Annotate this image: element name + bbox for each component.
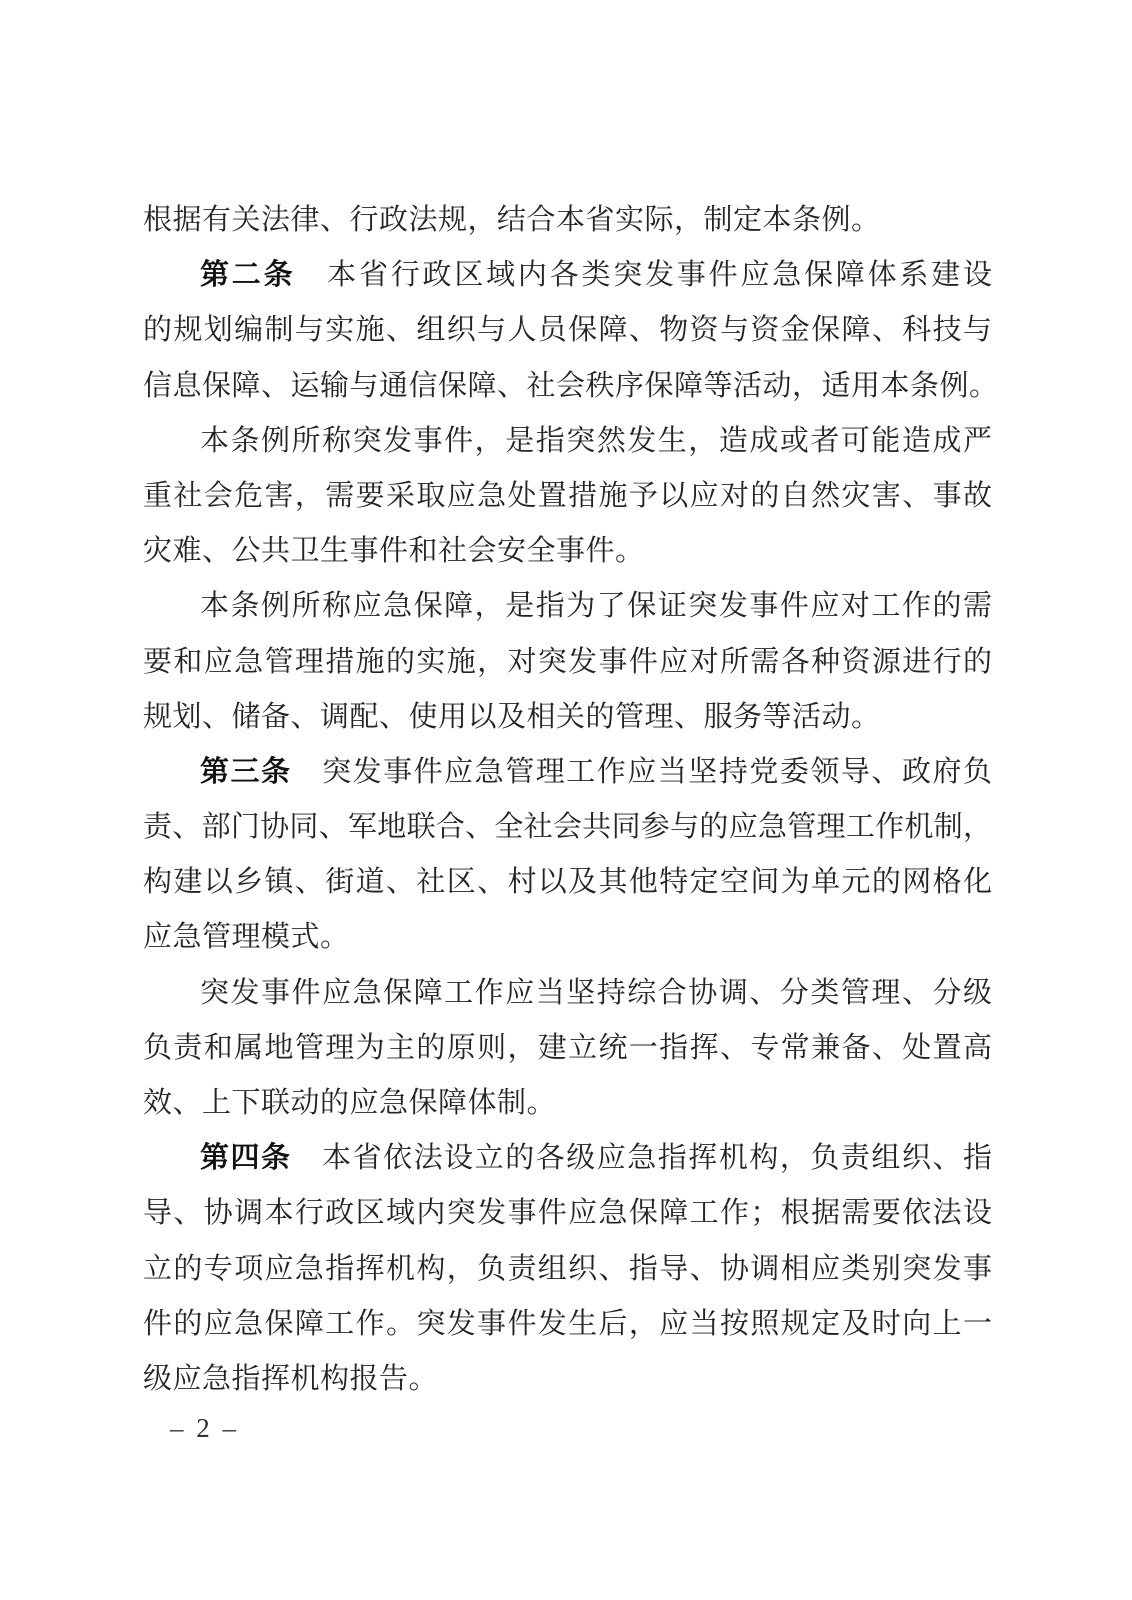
text-run: 灾难、公共卫生事件和社会安全事件。 [143, 535, 645, 568]
text-run: 突发事件应急保障工作应当坚持综合协调、分类管理、分级 [200, 976, 992, 1009]
text-run: 规划、储备、调配、使用以及相关的管理、服务等活动。 [143, 700, 881, 733]
page-number: – 2 – [170, 1413, 239, 1443]
text-run: 本条例所称突发事件，是指突然发生，造成或者可能造成严 [200, 424, 992, 457]
text-line [143, 248, 992, 303]
text-line [143, 1076, 992, 1131]
text-line [143, 193, 992, 248]
text-run: 本省行政区域内各类突发事件应急保障体系建设 [295, 259, 992, 292]
text-line [143, 414, 992, 469]
text-line [143, 359, 999, 414]
text-line [143, 469, 992, 524]
text-line [143, 855, 992, 910]
text-run: 效、上下联动的应急保障体制。 [143, 1087, 557, 1119]
text-line [143, 635, 992, 690]
article-number: 第四条 [200, 1142, 292, 1175]
document-body [143, 193, 999, 1407]
text-run: 级应急指挥机构报告。 [143, 1362, 439, 1395]
text-run: 导、协调本行政区域内突发事件应急保障工作；根据需要依法设 [143, 1197, 992, 1230]
text-run: 本省依法设立的各级应急指挥机构，负责组织、指 [291, 1142, 992, 1175]
text-line [143, 579, 992, 634]
text-run: 构建以乡镇、街道、社区、村以及其他特定空间为单元的网格化 [143, 866, 992, 899]
text-line [143, 1021, 992, 1076]
text-line [143, 966, 992, 1021]
text-line [143, 745, 992, 800]
text-run: 立的专项应急指挥机构，负责组织、指导、协调相应类别突发事 [143, 1252, 992, 1285]
text-run: 要和应急管理措施的实施，对突发事件应对所需各种资源进行的 [143, 645, 992, 678]
text-run: 的规划编制与实施、组织与人员保障、物资与资金保障、科技与 [143, 314, 992, 347]
article-number: 第二条 [200, 259, 296, 292]
text-run: 负责和属地管理为主的原则，建立统一指挥、专常兼备、处置高 [143, 1031, 992, 1064]
text-line [143, 800, 992, 855]
text-line [143, 910, 992, 965]
text-line [143, 1297, 992, 1352]
text-line [143, 690, 992, 745]
text-run: 突发事件应急管理工作应当坚持党委领导、政府负 [291, 755, 992, 788]
text-run: 本条例所称应急保障，是指为了保证突发事件应对工作的需 [200, 590, 992, 623]
text-line [143, 1242, 992, 1297]
text-run: 件的应急保障工作。突发事件发生后，应当按照规定及时向上一 [143, 1307, 992, 1340]
text-line [143, 1186, 992, 1241]
text-line [143, 303, 992, 358]
text-run: 重社会危害，需要采取应急处置措施予以应对的自然灾害、事故 [143, 479, 992, 512]
text-run: 应急管理模式。 [143, 921, 350, 954]
article-number: 第三条 [200, 755, 292, 788]
text-line [143, 524, 992, 579]
text-run: 信息保障、运输与通信保障、社会秩序保障等活动，适用本条例。 [143, 369, 999, 402]
text-line [143, 1131, 992, 1186]
text-run: 责、部门协同、军地联合、全社会共同参与的应急管理工作机制， [143, 811, 992, 844]
text-line [143, 1352, 992, 1407]
text-run: 根据有关法律、行政法规，结合本省实际，制定本条例。 [143, 204, 881, 236]
